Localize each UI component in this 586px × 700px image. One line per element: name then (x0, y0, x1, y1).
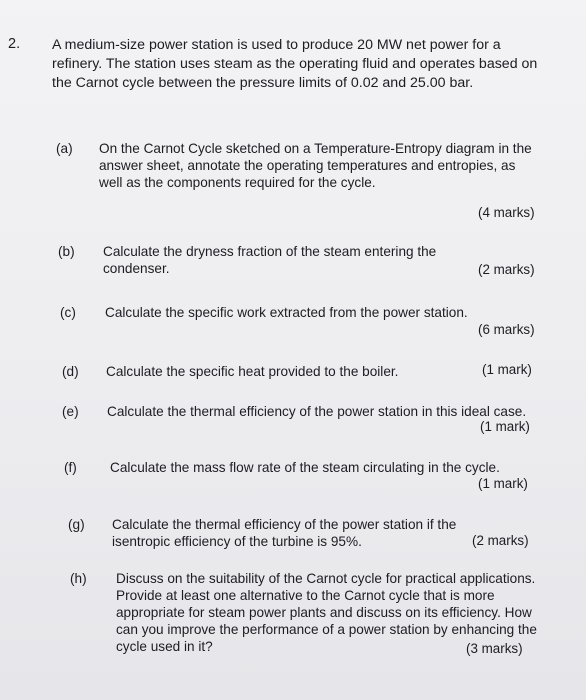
part-c-label: (c) (60, 305, 76, 320)
part-g-text: Calculate the thermal efficiency of the power station if the isentropic efficiency of the turbine is 95%. (112, 517, 457, 549)
part-h-marks: (3 marks) (466, 641, 523, 656)
part-f-label: (f) (64, 460, 77, 475)
part-g-label: (g) (68, 517, 85, 532)
part-a-label: (a) (56, 141, 73, 156)
part-g-marks: (2 marks) (472, 533, 529, 548)
part-a-marks: (4 marks) (478, 205, 535, 220)
part-h-label: (h) (70, 571, 87, 586)
part-b-text: Calculate the dryness fraction of the steam entering the condenser. (103, 244, 437, 276)
part-e-text: Calculate the thermal efficiency of the power station in this ideal case. (107, 404, 527, 419)
part-d-text: Calculate the specific heat provided to the boiler. (106, 364, 399, 379)
part-e-label: (e) (62, 404, 79, 419)
part-f-marks: (1 mark) (478, 476, 528, 491)
part-c-text: Calculate the specific work extracted from the power station. (105, 305, 468, 320)
part-d-label: (d) (62, 364, 79, 379)
part-h-text: Discuss on the suitability of the Carnot cycle for practical applications. Provide at least one alternative to the Carnot cycle that is more appropriate for steam power plants and discuss on its efficiency. How can you improve the performance of a power station by enhancing the cycle used in it? (116, 571, 537, 654)
part-d-marks: (1 mark) (482, 362, 532, 377)
question-number: 2. (8, 36, 21, 52)
question-intro: A medium-size power station is used to produce 20 MW net power for a refinery. The station uses steam as the operating fluid and operates based on the Carnot cycle between the pressure limits of 0.02 and 25.00 bar. (52, 37, 538, 91)
part-a-text: On the Carnot Cycle sketched on a Temperature-Entropy diagram in the answer sheet, annotate the operating temperatures and entropies, as well as the components required for the cycle. (99, 141, 532, 190)
part-b-label: (b) (58, 244, 75, 259)
part-e-marks: (1 mark) (480, 419, 530, 434)
part-c-marks: (6 marks) (478, 322, 535, 337)
part-f-text: Calculate the mass flow rate of the steam circulating in the cycle. (110, 460, 500, 475)
part-b-marks: (2 marks) (478, 262, 535, 277)
